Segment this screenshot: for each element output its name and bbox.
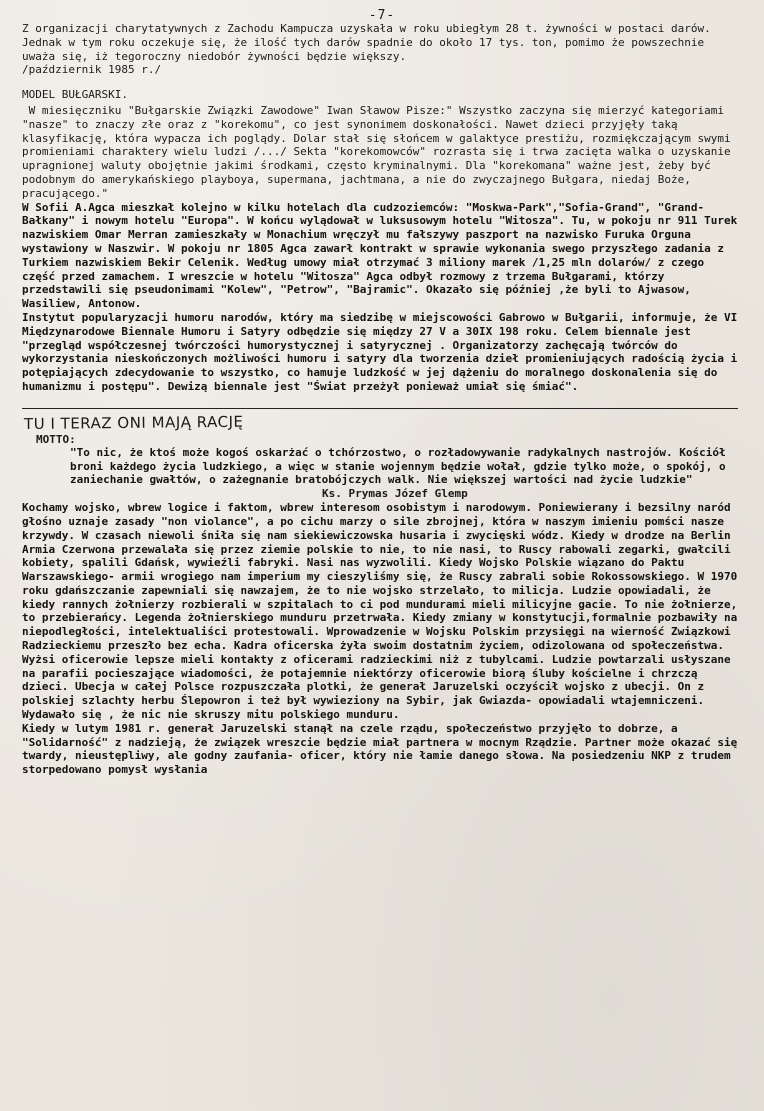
motto-label: MOTTO: <box>36 432 76 446</box>
article-paragraph-2: Kiedy w lutym 1981 r. generał Jaruzelski stanął na czele rządu, społeczeństwo przyjęło to dobrze, a "Solidarność" z nadzieją, że związek wreszcie będzie miał partnera w mocnym Rządzie. Partner może okazać się twardy, nieustępliwy, ale godny zaufania- oficer, który nie łamie danego słowa. Na posiedzeniu NKP z trudem storpedowano pomysł wysłania <box>22 721 744 777</box>
intro-paragraph: Z organizacji charytatywnych z Zachodu Kampucza uzyskała w roku ubiegłym 28 t. żywności w postaci darów. Jednak w tym roku oczekuje się, że ilość tych darów spadnie do około 17 tys. ton, pomimo że powszechnie uważa się, iż tegoroczny niedobór żywności będzie większy. <box>22 22 718 63</box>
intro-date: /październik 1985 r./ <box>22 63 162 77</box>
motto-signature: Ks. Prymas Józef Glemp <box>322 487 468 501</box>
model-paragraph-2: W Sofii A.Agca mieszkał kolejno w kilku hotelach dla cudzoziemców: "Moskwa-Park","Sofia-Grand", "Grand-Bałkany" i nowym hotelu "Europa". W końcu wylądował w luksusowym hotelu "Witosza". Tu, w pokoju nr 911 Turek nazwiskiem Omar Merran zamieszkały w Monachium wręczył mu fałszywy paszport na nazwisko Furuka Orguna wystawiony w Naszwir. W pokoju nr 1805 Agca zawarł kontrakt w sprawie wykonania swego przyszłego zadania z Turkiem nazwiskiem Bekir Celenik. Według umowy miał otrzymać 3 miliony marek /1,25 mln dolarów/ z czego część przed zamachem. I wreszcie w hotelu "Witosza" Agca odbył rozmowy z trzema Bułgarami, którzy przedstawili się pseudonimami "Kolew", "Petrow", "Bajramic". Okazało się później ,że byli to Ajwasow, Wasiliew, Antonow. <box>22 200 744 311</box>
model-paragraph-1: W miesięczniku "Bułgarskie Związki Zawodowe" Iwan Sławow Pisze:" Wszystko zaczyna się mierzyć kategoriami "nasze" to znaczy złe oraz z "korekomu", co jest synonimem doskonałości. Nawet dzieci przyjęły taką klasyfikację, która wypacza ich poglądy. Dolar stał się słońcem w galaktyce prestiżu, rozmiękczającym swymi promieniami charaktery wielu ludzi /.../ Sekta "korekomowców" rozrasta się i trwa zacięta walka o uzyskanie upragnionej waluty obojętnie jakimi środkami, często kryminalnymi. Dla "korekomana" ważne jest, żeby być podobnym do amerykańskiego playboya, supermana, jachtmana, a nie do zwyczajnego Bułgara, niedaj Boże, pracującego." <box>22 103 738 200</box>
page-number: -7- <box>368 8 396 23</box>
article-heading: TU I TERAZ ONI MAJĄ RACJĘ <box>23 412 244 433</box>
article-paragraph-1: Kochamy wojsko, wbrew logice i faktom, wbrew interesom osobistym i narodowym. Poniewierany i bezsilny naród głośno uznaje zasady "non violance", a po cichu marzy o sile zbrojnej, która w naszym imieniu pomści nasze krzywdy. W czasach niewoli śniła się nam siekiewiczowska husaria i zwycięski wódz. Kiedy w drodze na Berlin Armia Czerwona przewalała się przez ziemie polskie to nie, to nie nasi, to Ruscy rabowali zegarki, gwałcili kobiety, spalili Gdańsk, wywieźli fabryki. Nasi nas wyzwolili. Kiedy Wojsko Polskie wiązano do Paktu Warszawskiego- armii wrogiego nam imperium my cieszyliśmy się, że Ruscy zabrali sobie Rokossowskiego. W 1970 roku gdańszczanie zapewniali się nawzajem, że to nie wojsko strzelało, to milicja. Ludzie opowiadali, że kiedy rannych żołnierzy rozbierali w szpitalach to ci pod mundurami mieli milicyjne gacie. To nie żołnierze, to przebierańcy. Legenda żołnierskiego munduru przetrwała. Kiedy zmiany w konstytucji,formalnie pozbawiły na niepodległości, intelektualiści protestowali. Wprowadzenie w Wojsku Polskim przysięgi na wierność Związkowi Radzieckiemu przeszło bez echa. Kadra oficerska żyła swoim dostatnim życiem, odizolowana od społeczeństwa. Wyżsi oficerowie lepsze mieli kontakty z oficerami radzieckimi niż z tubylcami. Ludzie powtarzali usłyszane na parafii pocieszające wiadomości, że potajemnie niektórzy oficerowie biorą śluby kościelne i chrzczą dzieci. Ubecja w całej Polsce rozpuszczała plotki, że generał Jaruzelski oczyścił wojsko z ubecji. On z polskiej szlachty herbu Ślepowron i też był wywieziony na Sybir, jak Gwiazda- opowiadali wtajemniczeni. Wydawało się , że nic nie skruszy mitu polskiego munduru. <box>22 501 744 722</box>
motto-text: "To nic, że ktoś może kogoś oskarżać o tchórzostwo, o rozładowywanie radykalnych nastrojów. Kościół broni każdego życia ludzkiego, a więc w stanie wojennym będzie wołał, gdzie tylko może, o spokój, o zaniechanie gwałtów, o zażegnanie bratobójczych walk. Nie większej wartości nad życie ludzkie" <box>70 445 733 487</box>
model-section-title: MODEL BUŁGARSKI. <box>22 88 128 102</box>
model-paragraph-3: Instytut popularyzacji humoru narodów, który ma siedzibę w miejscowości Gabrowo w Bułgarii, informuje, że VI Międzynarodowe Biennale Humoru i Satyry odbędzie się między 27 V a 30IX 198 roku. Celem biennale jest "przegląd współczesnej twórczości humorystycznej i satyrycznej . Organizatorzy zachęcają twórców do wykorzystania nieskończonych możliwości humoru i satyry dla tworzenia dzieł promieniujących radością życia i potępiających zdecydowanie to wszystko, co hamuje ludzkość w jej dążeniu do moralnego doskonalenia się do humanizmu i postępu". Dewizą biennale jest "Świat przeżył ponieważ umiał się śmiać". <box>22 310 744 393</box>
page-content <box>22 22 744 777</box>
